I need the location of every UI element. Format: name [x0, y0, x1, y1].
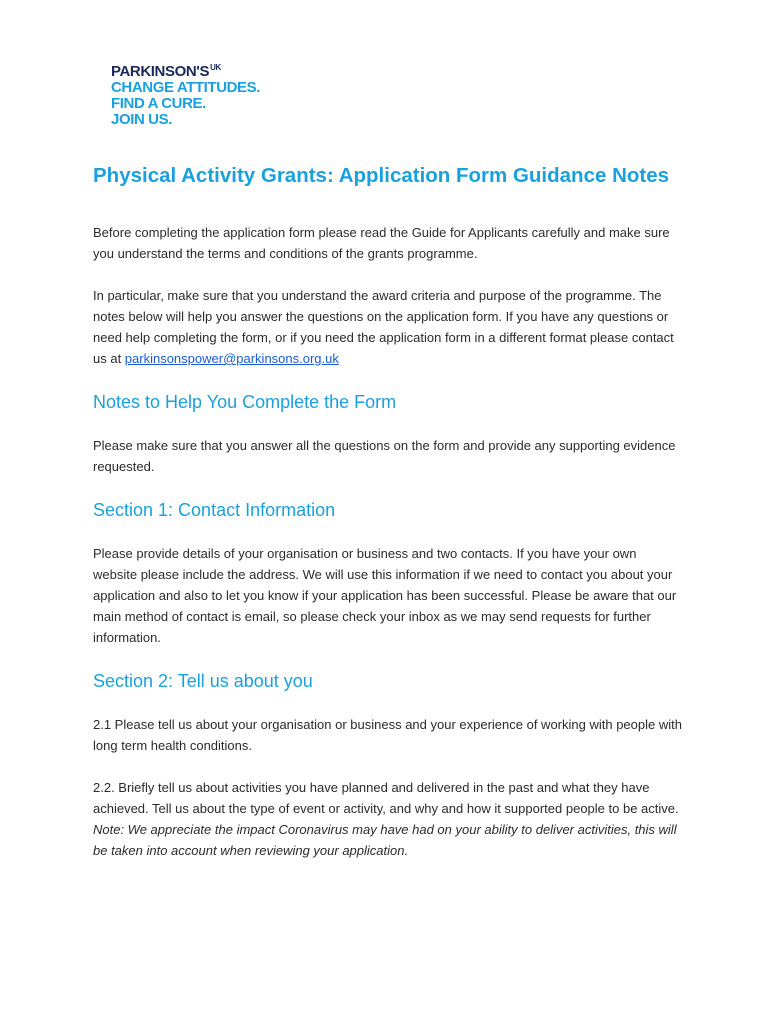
logo-tagline-2: FIND A CURE. — [111, 95, 206, 112]
document-body — [93, 160, 683, 861]
logo-tagline-1: CHANGE ATTITUDES. — [111, 79, 261, 96]
logo-brand-sup: UK — [210, 63, 221, 72]
section-2-paragraph-2 — [93, 777, 683, 861]
notes-heading: Notes to Help You Complete the Form — [93, 392, 397, 412]
intro-paragraph-2-text: In particular, make sure that you understand the award criteria and purpose of the programme. The notes below will help you answer the questions on the application form. If you have any questions or need help completing the form, or if you need the application form in a different format please contact us at — [93, 288, 674, 366]
section-1-heading: Section 1: Contact Information — [93, 500, 336, 520]
intro-paragraph-2 — [93, 285, 683, 369]
coronavirus-note: Note: We appreciate the impact Coronavirus may have had on your ability to deliver activities, this will be taken into account when reviewing your application. — [93, 822, 677, 858]
logo-tagline-3: JOIN US. — [111, 111, 172, 128]
section-2-paragraph-2-text: 2.2. Briefly tell us about activities you have planned and delivered in the past and what they have achieved. Tell us about the type of event or activity, and why and how it supported people to be active. — [93, 780, 679, 816]
section-2-paragraph-1: 2.1 Please tell us about your organisation or business and your experience of working with people with long term health conditions. — [93, 717, 682, 753]
contact-email-link[interactable]: parkinsonspower@parkinsons.org.uk — [124, 351, 339, 366]
parkinsons-uk-logo — [111, 60, 260, 128]
section-1-paragraph: Please provide details of your organisation or business and two contacts. If you have your own website please include the address. We will use this information if we need to contact you about your application and also to let you know if your application has been successful. Please be aware that our main method of contact is email, so please check your inbox as we may send requests for further information. — [93, 546, 677, 645]
page-title: Physical Activity Grants: Application Form Guidance Notes — [93, 164, 670, 187]
section-2-heading: Section 2: Tell us about you — [93, 671, 313, 691]
logo-brand: $PARKINSON'S^{UK}$ — [111, 63, 221, 80]
notes-paragraph: Please make sure that you answer all the questions on the form and provide any supporting evidence requested. — [93, 438, 676, 474]
intro-paragraph-1: Before completing the application form please read the Guide for Applicants carefully and make sure you understand the terms and conditions of the grants programme. — [93, 225, 670, 261]
